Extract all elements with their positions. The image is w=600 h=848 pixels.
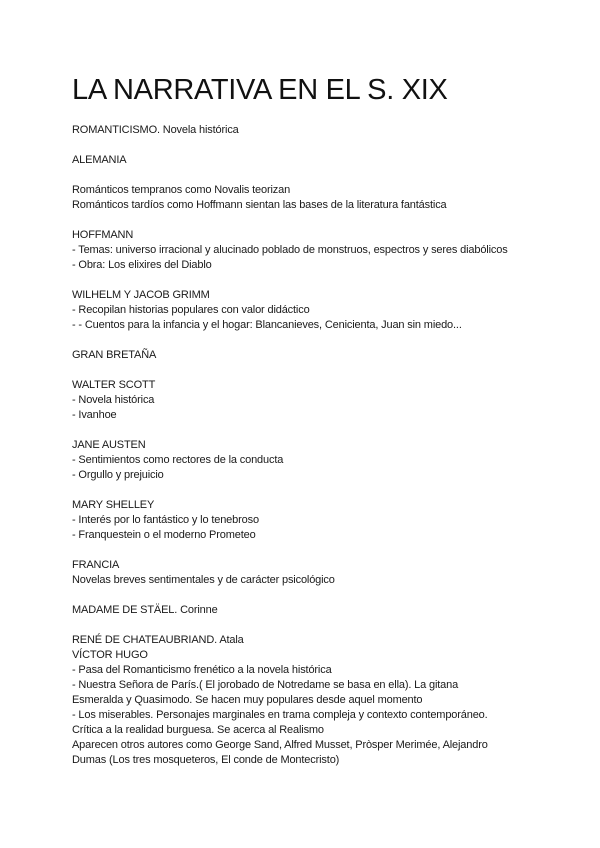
text-line: ROMANTICISMO. Novela histórica [72, 124, 239, 136]
text-line: - Nuestra Señora de París.( El jorobado de Notredame se basa en ella). La gitana [72, 679, 459, 691]
text-line: MARY SHELLEY [72, 499, 155, 511]
text-line: ALEMANIA [72, 154, 127, 166]
text-line: - Sentimientos como rectores de la conducta [72, 454, 284, 466]
text-line: Dumas (Los tres mosqueteros, El conde de Montecristo) [72, 754, 340, 766]
text-line: WALTER SCOTT [72, 379, 156, 391]
text-line: VÍCTOR HUGO [72, 649, 148, 661]
text-line: - Interés por lo fantástico y lo tenebroso [72, 514, 259, 526]
text-line: MADAME DE STÄEL. Corinne [72, 604, 218, 616]
text-line: - Recopilan historias populares con valor didáctico [72, 304, 310, 316]
text-line: - Temas: universo irracional y alucinado poblado de monstruos, espectros y seres diabólicos [72, 244, 508, 256]
text-line: Románticos tardíos como Hoffmann sientan las bases de la literatura fantástica [72, 199, 447, 211]
text-line: GRAN BRETAÑA [72, 349, 157, 361]
text-line: - Obra: Los elixires del Diablo [72, 259, 212, 271]
text-line: FRANCIA [72, 559, 120, 571]
text-line: Novelas breves sentimentales y de carácter psicológico [72, 574, 335, 586]
text-line: - Novela histórica [72, 394, 155, 406]
text-line: HOFFMANN [72, 229, 134, 241]
text-line: JANE AUSTEN [72, 439, 146, 451]
text-line: WILHELM Y JACOB GRIMM [72, 289, 210, 301]
text-line: - - Cuentos para la infancia y el hogar: Blancanieves, Cenicienta, Juan sin miedo... [72, 319, 462, 331]
text-line: - Los miserables. Personajes marginales en trama compleja y contexto contemporáneo. [72, 709, 488, 721]
text-line: - Franquestein o el moderno Prometeo [72, 529, 256, 541]
text-line: Esmeralda y Quasimodo. Se hacen muy populares desde aquel momento [72, 694, 423, 706]
text-line: RENÉ DE CHATEAUBRIAND. Atala [72, 634, 244, 646]
text-line: Románticos tempranos como Novalis teorizan [72, 184, 291, 196]
text-line: Aparecen otros autores como George Sand, Alfred Musset, Pròsper Merimée, Alejandro [72, 739, 488, 751]
text-line: - Pasa del Romanticismo frenético a la novela histórica [72, 664, 332, 676]
text-line: - Ivanhoe [72, 409, 117, 421]
text-line: Crítica a la realidad burguesa. Se acerca al Realismo [72, 724, 324, 736]
document-title: LA NARRATIVA EN EL S. XIX [72, 74, 448, 106]
text-line: - Orgullo y prejuicio [72, 469, 164, 481]
